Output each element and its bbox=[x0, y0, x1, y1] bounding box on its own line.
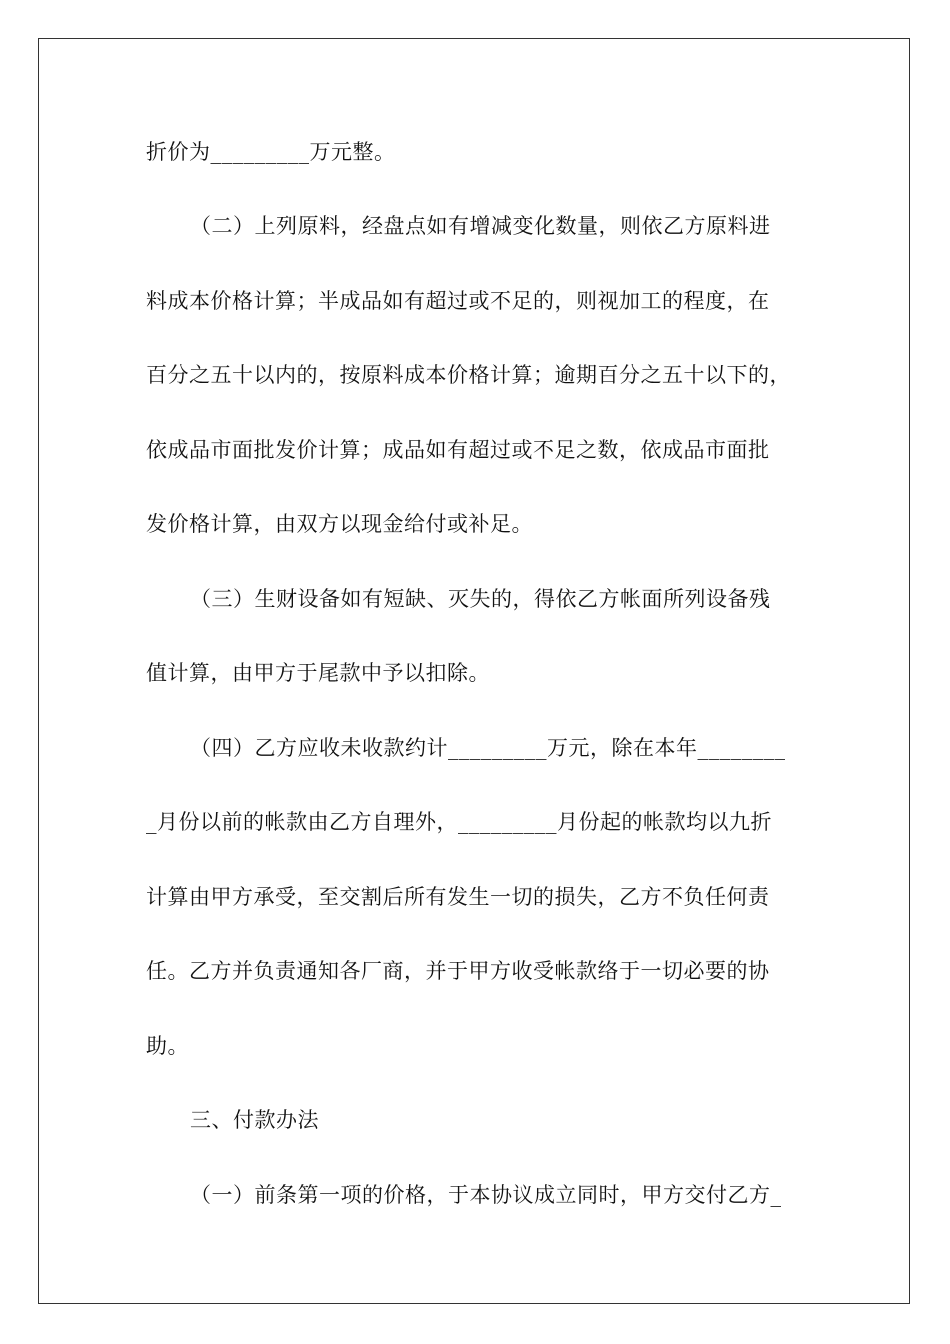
text-line-6: 发价格计算，由双方以现金给付或补足。 bbox=[146, 512, 533, 536]
text-line-10: _月份以前的帐款由乙方自理外，_________月份起的帐款均以九折 bbox=[146, 810, 772, 834]
text-line-9: （四）乙方应收未收款约计_________万元，除在本年________ bbox=[190, 736, 786, 760]
text-line-7: （三）生财设备如有短缺、灭失的，得依乙方帐面所列设备残 bbox=[190, 587, 771, 611]
text-line-4: 百分之五十以内的，按原料成本价格计算；逾期百分之五十以下的， bbox=[146, 363, 791, 387]
text-line-1: 折价为_________万元整。 bbox=[146, 140, 396, 164]
section-heading: 三、付款办法 bbox=[190, 1108, 319, 1132]
text-line-5: 依成品市面批发价计算；成品如有超过或不足之数，依成品市面批 bbox=[146, 438, 770, 462]
text-line-13: 助。 bbox=[146, 1034, 189, 1058]
text-line-3: 料成本价格计算；半成品如有超过或不足的，则视加工的程度，在 bbox=[146, 289, 770, 313]
text-line-8: 值计算，由甲方于尾款中予以扣除。 bbox=[146, 661, 490, 685]
text-line-2: （二）上列原料，经盘点如有增减变化数量，则依乙方原料进 bbox=[190, 214, 771, 238]
text-line-15: （一）前条第一项的价格，于本协议成立同时，甲方交付乙方_ bbox=[190, 1183, 782, 1207]
text-line-11: 计算由甲方承受，至交割后所有发生一切的损失，乙方不负任何责 bbox=[146, 885, 770, 909]
text-line-12: 任。乙方并负责通知各厂商，并于甲方收受帐款络于一切必要的协 bbox=[146, 959, 770, 983]
